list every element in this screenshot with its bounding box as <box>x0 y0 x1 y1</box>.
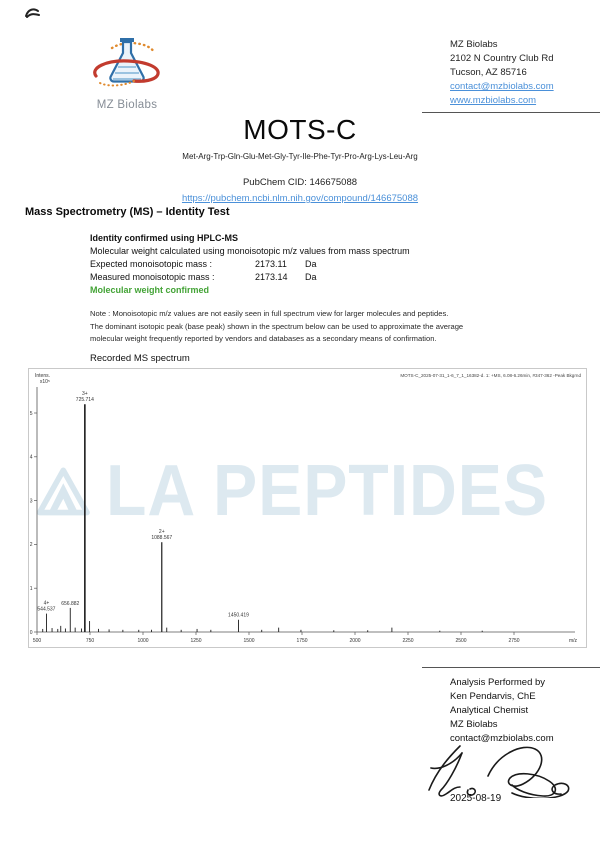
svg-text:3+: 3+ <box>81 391 88 398</box>
confirmation-status: Molecular weight confirmed <box>90 285 210 295</box>
svg-text:2: 2 <box>29 542 33 549</box>
analyst-role: Analytical Chemist <box>450 705 529 716</box>
svg-text:2500: 2500 <box>455 638 467 644</box>
ms-spectrum-chart <box>28 368 587 648</box>
measured-mass-row <box>90 271 410 284</box>
svg-text:2750: 2750 <box>508 638 520 644</box>
expected-mass-unit: Da <box>305 259 317 269</box>
measured-mass-unit: Da <box>305 272 317 282</box>
letterhead-company: MZ Biolabs <box>450 39 498 50</box>
identity-confirmed-title: Identity confirmed using HPLC-MS <box>90 233 239 243</box>
scan-artifact-mark <box>24 6 42 20</box>
method-line: Molecular weight calculated using monoisotopic m/z values from mass spectrum <box>90 246 410 256</box>
letterhead-divider <box>422 112 600 113</box>
svg-text:5: 5 <box>29 410 33 417</box>
letterhead-street: 2102 N Country Club Rd <box>450 53 554 64</box>
svg-text:1: 1 <box>29 586 33 592</box>
svg-text:544.537: 544.537 <box>37 606 56 613</box>
svg-text:500: 500 <box>32 638 42 644</box>
footer-divider <box>422 667 600 668</box>
svg-text:m/z: m/z <box>569 638 578 644</box>
analyst-signature <box>424 740 574 798</box>
report-date: 2025-08-19 <box>450 793 502 804</box>
analyst-email: contact@mzbiolabs.com <box>450 733 554 744</box>
watermark-text: LA PEPTIDES <box>105 451 548 531</box>
note-line-1: Note : Monoisotopic m/z values are not easily seen in full spectrum view for larger molecules and peptides. <box>90 309 449 318</box>
svg-text:0: 0 <box>29 629 33 636</box>
letterhead-city: Tucson, AZ 85716 <box>450 67 527 78</box>
svg-text:1088.567: 1088.567 <box>151 535 173 542</box>
svg-text:2+: 2+ <box>158 529 165 536</box>
y-axis-label: Intens. x10⁵ <box>34 373 50 385</box>
svg-text:2000: 2000 <box>349 638 361 644</box>
svg-text:1000: 1000 <box>137 638 149 644</box>
expected-mass-label: Expected monoisotopic mass : <box>90 259 213 269</box>
note-line-2: The dominant isotopic peak (base peak) shown in the spectrum below can be used to approximate the average <box>90 321 464 331</box>
compound-header <box>0 114 600 204</box>
svg-text:1450.419: 1450.419 <box>228 612 249 619</box>
pubchem-cid: PubChem CID: 146675088 <box>242 177 358 188</box>
company-logo <box>82 34 172 111</box>
performed-by-label: Analysis Performed by <box>450 677 546 688</box>
analyst-company: MZ Biolabs <box>450 719 498 730</box>
spectrum-heading: Recorded MS spectrum <box>90 353 190 364</box>
identity-results <box>90 232 410 297</box>
section-heading: Mass Spectrometry (MS) – Identity Test <box>25 206 230 218</box>
logo-company-name: MZ Biolabs <box>96 99 158 111</box>
svg-text:725.714: 725.714 <box>75 397 94 404</box>
svg-text:1750: 1750 <box>296 638 308 644</box>
svg-text:656.882: 656.882 <box>61 600 80 607</box>
expected-mass-value: 2173.11 <box>255 259 287 269</box>
pubchem-url-link[interactable]: https://pubchem.ncbi.nlm.nih.gov/compound/146675088 <box>181 193 419 204</box>
peptide-sequence: Met-Arg-Trp-Gln-Glu-Met-Gly-Tyr-Ile-Phe-Tyr-Pro-Arg-Lys-Leu-Arg <box>182 152 418 161</box>
note-paragraph <box>90 308 463 346</box>
flask-logo-icon <box>88 34 166 92</box>
svg-text:4: 4 <box>29 454 33 461</box>
analyst-block <box>450 676 554 746</box>
svg-text:4+: 4+ <box>43 600 50 607</box>
svg-text:1250: 1250 <box>190 638 202 644</box>
svg-text:750: 750 <box>85 638 95 644</box>
svg-text:1500: 1500 <box>243 638 255 644</box>
analyst-name: Ken Pendarvis, ChE <box>450 691 536 702</box>
letterhead-address <box>450 38 554 108</box>
svg-text:3: 3 <box>29 498 33 505</box>
letterhead-email-link[interactable]: contact@mzbiolabs.com <box>450 81 554 92</box>
measured-mass-value: 2173.14 <box>255 272 288 282</box>
note-line-3: molecular weight frequently reported by vendors and databases as a secondary means of confirmation. <box>90 334 437 343</box>
measured-mass-label: Measured monoisotopic mass : <box>90 272 215 282</box>
spectrum-run-info: MOTS-C_2025-07-31_1-6_7_1_16382-d. 1: +MS, 6.08-6.26min, #347-362 -Peak Bkgrnd <box>400 373 581 378</box>
letterhead-website-link[interactable]: www.mzbiolabs.com <box>450 95 537 106</box>
page-title: MOTS-C <box>243 114 357 145</box>
svg-text:2250: 2250 <box>402 638 414 644</box>
spectrum-plot <box>29 369 584 645</box>
expected-mass-row <box>90 258 410 271</box>
